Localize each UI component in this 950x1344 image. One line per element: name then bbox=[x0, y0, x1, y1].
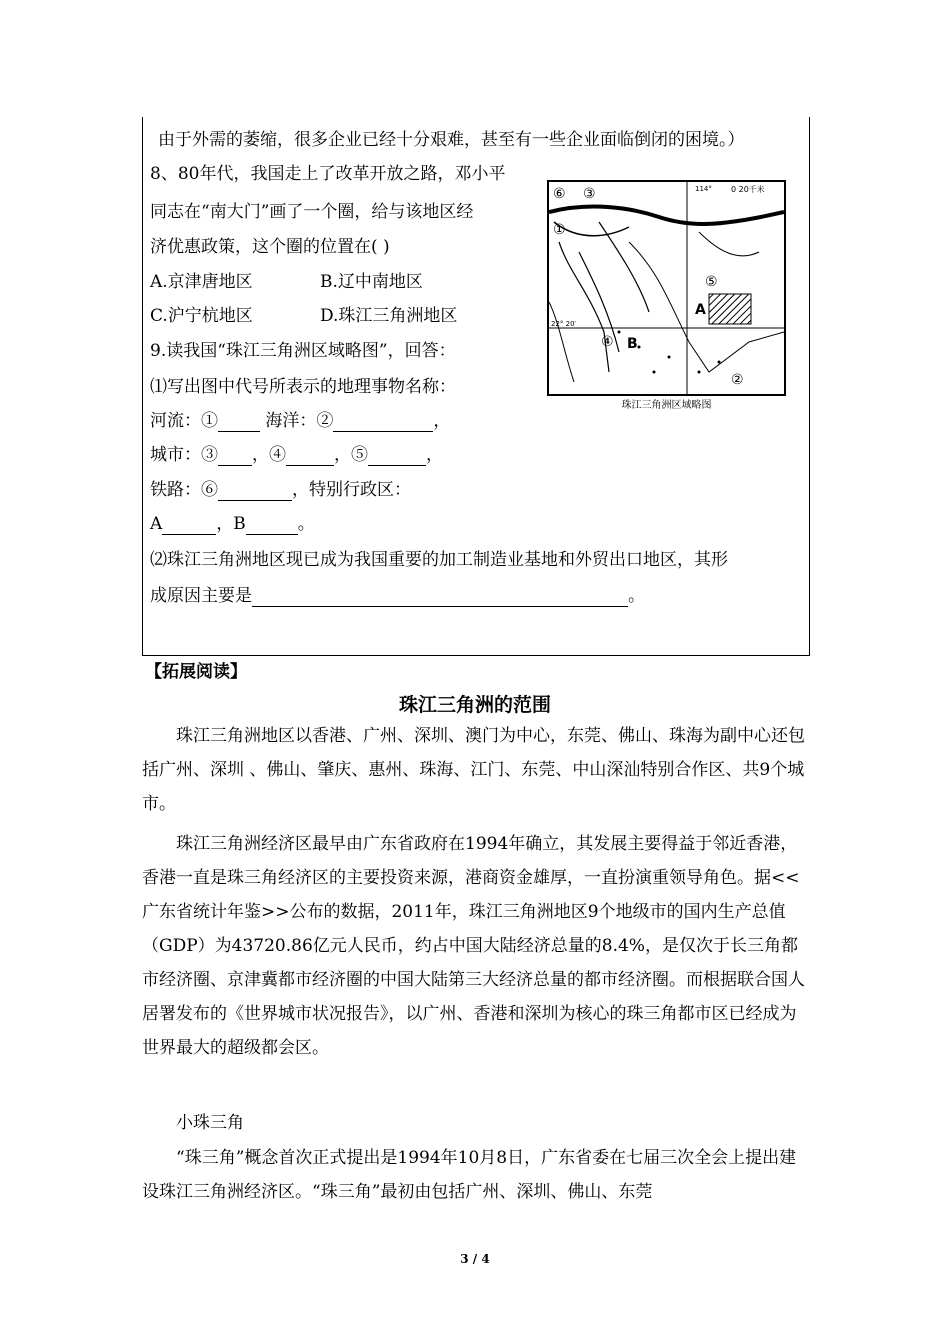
map-latitude: 22° 20′ bbox=[551, 320, 577, 328]
marker-3: ③ bbox=[583, 186, 596, 202]
sea-blank[interactable] bbox=[333, 413, 433, 432]
marker-1: ① bbox=[553, 222, 566, 238]
q8-line2: 同志在“南大门”画了一个圈，给与该地区经 bbox=[150, 202, 474, 222]
page-number: 3 / 4 bbox=[460, 1252, 490, 1266]
city-label: 城市：③ bbox=[150, 445, 218, 465]
rail-row bbox=[150, 479, 411, 501]
city5-label: ，⑤ bbox=[334, 445, 368, 465]
reading-paragraph-3: 小珠三角 bbox=[176, 1113, 244, 1133]
city4-label: ，④ bbox=[252, 445, 286, 465]
rail-blank[interactable] bbox=[218, 482, 292, 501]
q8-option-d: D.珠江三角洲地区 bbox=[320, 306, 458, 326]
sar-b-blank[interactable] bbox=[246, 516, 298, 535]
label-b: B bbox=[627, 336, 638, 352]
q8-line3: 济优惠政策，这个圈的位置在( ) bbox=[150, 237, 390, 257]
river-label: 河流：① bbox=[150, 411, 218, 431]
map-longitude: 114° bbox=[695, 185, 712, 193]
q8-option-c: C.沪宁杭地区 bbox=[150, 306, 253, 326]
marker-5: ⑤ bbox=[705, 274, 718, 290]
marker-6: ⑥ bbox=[553, 186, 566, 202]
map-scale: 0 20千米 bbox=[731, 185, 765, 194]
river-sea-row: 河流：① 海洋：② ， bbox=[150, 411, 451, 431]
label-a: A bbox=[695, 302, 706, 318]
question-intro: 由于外需的萎缩，很多企业已经十分艰难，甚至有一些企业面临倒闭的困境。） bbox=[158, 130, 745, 150]
q9-sub1: ⑴写出图中代号所表示的地理事物名称： bbox=[150, 377, 456, 397]
sar-row: A ，B 。 bbox=[150, 514, 315, 534]
q8-line1: 8、80年代，我国走上了改革开放之路，邓小平 bbox=[150, 164, 506, 184]
q9-sub2-line1: ⑵珠江三角洲地区现已成为我国重要的加工制造业基地和外贸出口地区，其形 bbox=[150, 550, 728, 570]
city3-blank[interactable] bbox=[218, 447, 252, 466]
sea-label: 海洋：② bbox=[265, 411, 334, 431]
city-row: 城市：③ ，④ ，⑤ ， bbox=[150, 445, 443, 465]
reading-title: 珠江三角洲的范围 bbox=[398, 694, 551, 716]
river-blank[interactable] bbox=[218, 413, 260, 432]
marker-4: ④ bbox=[601, 334, 614, 350]
rail-label: 铁路：⑥ bbox=[150, 480, 218, 500]
q8-option-b: B.辽中南地区 bbox=[320, 272, 423, 292]
map-drawing bbox=[549, 182, 784, 394]
reason-blank[interactable] bbox=[252, 588, 628, 607]
q9-title: 9.读我国“珠江三角洲区域略图”，回答： bbox=[150, 341, 456, 361]
sar-label: ，特别行政区： bbox=[292, 480, 411, 500]
sar-a-blank[interactable] bbox=[162, 516, 216, 535]
reading-heading: 【拓展阅读】 bbox=[145, 662, 247, 682]
city5-blank[interactable] bbox=[368, 447, 426, 466]
reading-paragraph-2: 珠江三角洲经济区最早由广东省政府在1994年确立，其发展主要得益于邻近香港，香港一直是珠三角经济区的主要投资来源，港商资金雄厚，一直扮演重领导角色。据<<广东省统计年鉴>>公布的数据，2011年，珠江三角洲地区9个地级市的国内生产总值（GDP）为43720.86亿元人民币，约占中国大陆经济总量的8.4%，是仅次于长三角都市经济圈、京津冀都市经济圈的中国大陆第三大经济总量的都市经济圈。而根据联合国人居署发布的《世界城市状况报告》，以广州、香港和深圳为核心的珠三角都市区已经成为世界最大的超级都会区。 bbox=[142, 834, 805, 1058]
reading-paragraph-4: “珠三角”概念首次正式提出是1994年10月8日，广东省委在七届三次全会上提出建设珠江三角洲经济区。“珠三角”最初由包括广州、深圳、佛山、东莞 bbox=[142, 1148, 797, 1202]
q9-sub2-line2: 成原因主要是 。 bbox=[150, 586, 645, 606]
sar-b-label: ，B bbox=[216, 514, 246, 534]
reading-paragraph-1: 珠江三角洲地区以香港、广州、深圳、澳门为中心，东莞、佛山、珠海为副中心还包括广州、深圳 、佛山、肇庆、惠州、珠海、江门、东莞、中山深汕特别合作区、共9个城市。 bbox=[142, 726, 805, 814]
pearl-river-delta-map bbox=[547, 180, 786, 396]
sar-a-label: A bbox=[150, 514, 163, 534]
marker-2: ② bbox=[731, 372, 744, 388]
map-caption: 珠江三角洲区域略图 bbox=[621, 400, 712, 411]
city4-blank[interactable] bbox=[286, 447, 334, 466]
q8-option-a: A.京津唐地区 bbox=[150, 272, 253, 292]
